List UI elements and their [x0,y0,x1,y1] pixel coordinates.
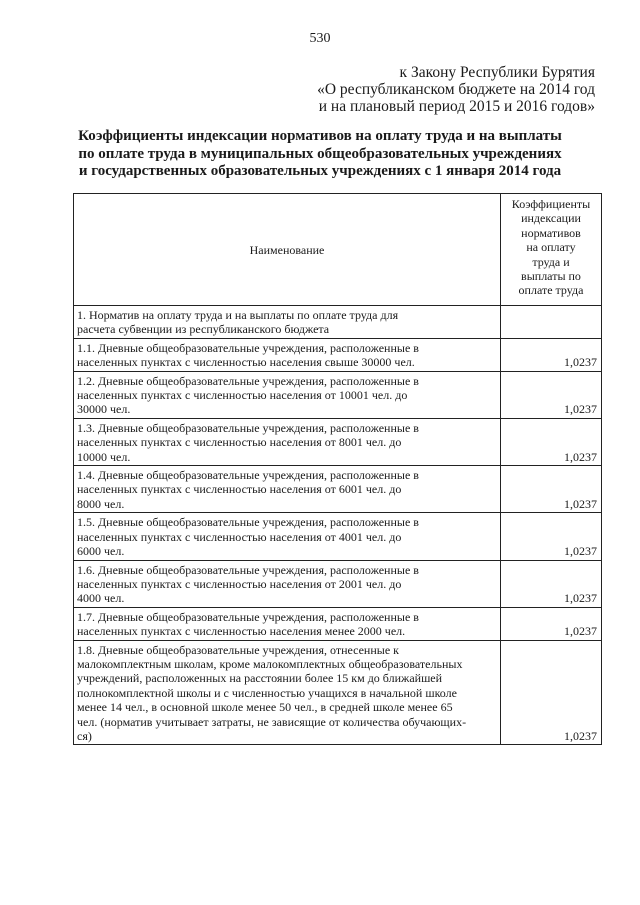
table-row [74,560,602,607]
row-coefficient-cell: 1,0237 [501,418,602,465]
row-coefficient-cell: 1,0237 [501,640,602,745]
row-coefficient-cell [501,306,602,339]
row-name-line: 6000 чел. [77,544,125,559]
row-name-cell [74,560,501,607]
table-row [74,306,602,339]
row-name-line: 1.7. Дневные общеобразовательные учреждения, расположенные в [77,609,419,624]
column-header-line: выплаты по [521,269,581,284]
row-name-cell [74,640,501,745]
document-title-line: Коэффициенты индексации нормативов на оплату труда и на выплаты [78,128,562,144]
table-row [74,371,602,418]
table-row [74,338,602,371]
column-header-line: индексации [521,211,581,226]
row-name-line: 1. Норматив на оплату труда и на выплаты по оплате труда для [77,308,399,322]
row-coefficient-cell: 1,0237 [501,338,602,371]
row-name-line: 10000 чел. [77,449,131,464]
row-name-line: полнокомплектной школы и с численностью учащихся в начальной школе [77,685,457,700]
table-row [74,466,602,513]
column-header-line: труда и [532,254,570,269]
row-name-line: учреждений, расположенных на расстоянии более 15 км до ближайшей [77,671,443,686]
table-header-row [74,194,602,306]
column-header-line: на оплату [526,240,576,255]
coefficients-table [73,193,602,745]
row-name-line: населенных пунктах с численностью населения от 6001 чел. до [77,482,402,497]
row-coefficient-cell: 1,0237 [501,560,602,607]
row-name-line: малокомплектным школам, кроме малокомплектных общеобразовательных [77,656,463,671]
table-row [74,513,602,560]
row-name-line: населенных пунктах с численностью населения от 4001 чел. до [77,529,402,544]
row-coefficient-cell: 1,0237 [501,607,602,640]
row-name-line: 1.2. Дневные общеобразовательные учреждения, расположенные в [77,373,419,388]
row-coefficient-cell: 1,0237 [501,371,602,418]
law-reference-line: «О республиканском бюджете на 2014 год [317,81,595,98]
row-name-line: ся) [77,728,92,743]
table-row [74,418,602,465]
row-name-cell [74,466,501,513]
row-name-cell [74,418,501,465]
row-name-line: 1.5. Дневные общеобразовательные учреждения, расположенные в [77,515,419,530]
law-reference-line: и на плановый период 2015 и 2016 годов» [318,98,595,115]
column-header-line: Коэффициенты [511,197,591,211]
row-name-line: 4000 чел. [77,591,125,606]
column-header-name: Наименование [74,194,501,306]
row-name-cell [74,513,501,560]
row-name-line: населенных пунктах с численностью населения от 10001 чел. до [77,388,408,403]
row-name-line: 1.3. Дневные общеобразовательные учреждения, расположенные в [77,420,419,435]
document-title [0,128,640,181]
document-title-line: и государственных образовательных учреждениях с 1 января 2014 года [78,163,562,179]
column-header-line: нормативов [521,225,581,240]
row-name-line: населенных пунктах с численностью населения от 2001 чел. до [77,576,402,591]
row-name-line: населенных пунктах с численностью населения менее 2000 чел. [77,624,406,639]
row-name-line: 1.4. Дневные общеобразовательные учреждения, расположенные в [77,468,419,483]
row-name-line: 8000 чел. [77,496,125,511]
row-name-line: населенных пунктах с численностью населения от 8001 чел. до [77,435,402,450]
row-name-line: расчета субвенции из республиканского бюджета [77,322,330,337]
row-name-line: чел. (норматив учитывает затраты, не зависящие от количества обучающих- [77,714,467,729]
row-coefficient-cell: 1,0237 [501,466,602,513]
row-name-line: 1.8. Дневные общеобразовательные учреждения, отнесенные к [77,642,399,657]
document-title-line: по оплате труда в муниципальных общеобразовательных учреждениях [78,145,562,162]
column-header-line: оплате труда [518,283,584,298]
law-reference-line: к Закону Республики Бурятия [399,64,595,81]
row-name-cell [74,607,501,640]
row-name-cell [74,371,501,418]
row-name-line: 1.6. Дневные общеобразовательные учреждения, расположенные в [77,562,419,577]
row-name-line: населенных пунктах с численностью населения свыше 30000 чел. [77,355,415,370]
row-coefficient-cell: 1,0237 [501,513,602,560]
law-reference [317,64,595,115]
row-name-cell [74,338,501,371]
row-name-line: 30000 чел. [77,402,131,417]
column-header-coefficient [501,194,602,306]
table-row [74,607,602,640]
row-name-line: 1.1. Дневные общеобразовательные учреждения, расположенные в [77,340,419,355]
row-name-cell [74,306,501,339]
table-row [74,640,602,745]
row-name-line: менее 14 чел., в основной школе менее 50 чел., в средней школе менее 65 [77,700,453,715]
page-number: 530 [309,31,331,46]
